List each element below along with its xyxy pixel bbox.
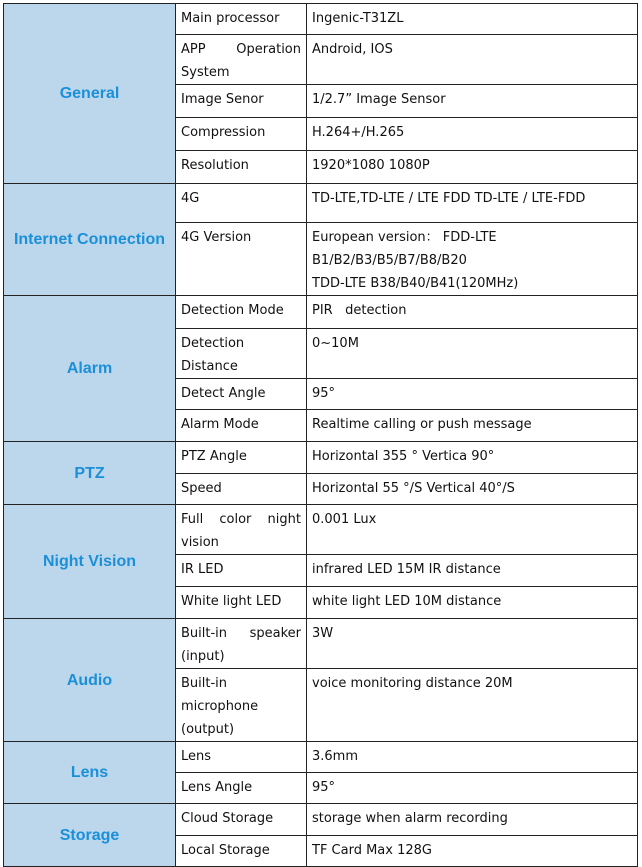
spec-label-line: System (181, 65, 230, 80)
spec-value (307, 4, 638, 35)
table-row (4, 296, 638, 329)
spec-label: Detection Mode (176, 296, 307, 329)
spec-label-line: (input) (181, 649, 225, 664)
spec-value-line: voice monitoring distance 20M (312, 676, 513, 691)
spec-value (307, 223, 638, 296)
spec-label: PTZ Angle (176, 442, 307, 474)
category-alarm: Alarm (4, 296, 176, 442)
category-general: General (4, 4, 176, 184)
spec-label-line: APP Operation (181, 42, 301, 57)
spec-value-line: 3.6mm (312, 749, 359, 764)
spec-label-line: Built-in speaker (181, 626, 301, 641)
spec-label: Speed (176, 474, 307, 505)
spec-value-line: white light LED 10M distance (312, 594, 502, 609)
spec-value-line: TDD-LTE B38/B40/B41(120MHz) (312, 276, 519, 291)
spec-value (307, 804, 638, 836)
spec-value-line: storage when alarm recording (312, 811, 508, 826)
spec-label: Alarm Mode (176, 410, 307, 442)
spec-label: 4G Version (176, 223, 307, 296)
spec-value-line: Realtime calling or push message (312, 417, 532, 432)
spec-table-body (4, 4, 638, 867)
table-row (4, 505, 638, 555)
category-ptz: PTZ (4, 442, 176, 505)
spec-value-line: Horizontal 55 °/S Vertical 40°/S (312, 481, 515, 496)
spec-value-line: 0.001 Lux (312, 512, 377, 527)
spec-label-line: microphone (181, 699, 259, 714)
spec-label: Detect Angle (176, 379, 307, 410)
table-row (4, 742, 638, 773)
spec-label: White light LED (176, 587, 307, 619)
spec-value-line: 95° (312, 780, 336, 795)
spec-value-line: TD-LTE,TD-LTE / LTE FDD TD-LTE / LTE-FDD (312, 191, 586, 206)
spec-value (307, 118, 638, 151)
spec-label: Lens (176, 742, 307, 773)
spec-value-line: Ingenic-T31ZL (312, 11, 404, 26)
spec-label: Lens Angle (176, 773, 307, 804)
spec-value-line: H.264+/H.265 (312, 125, 405, 140)
category-storage: Storage (4, 804, 176, 867)
spec-label: Local Storage (176, 836, 307, 867)
table-row (4, 184, 638, 223)
spec-value-line: Android, IOS (312, 42, 393, 57)
spec-value (307, 442, 638, 474)
category-lens: Lens (4, 742, 176, 804)
spec-value (307, 329, 638, 379)
spec-label: Main processor (176, 4, 307, 35)
table-row (4, 442, 638, 474)
spec-label (176, 619, 307, 669)
spec-value (307, 587, 638, 619)
spec-value-line: Horizontal 355 ° Vertica 90° (312, 449, 495, 464)
spec-value (307, 184, 638, 223)
spec-value (307, 35, 638, 85)
spec-value (307, 474, 638, 505)
spec-value (307, 410, 638, 442)
spec-label-line: Distance (181, 359, 238, 374)
spec-value (307, 742, 638, 773)
spec-value-line: 1920*1080 1080P (312, 158, 430, 173)
table-row (4, 804, 638, 836)
spec-label-line: (output) (181, 722, 235, 737)
spec-label-line: Full color night (181, 512, 301, 527)
spec-value (307, 505, 638, 555)
category-internet-connection: Internet Connection (4, 184, 176, 296)
spec-value-line: 1/2.7” Image Sensor (312, 92, 446, 107)
spec-value (307, 379, 638, 410)
spec-label (176, 329, 307, 379)
spec-value (307, 85, 638, 118)
spec-value (307, 555, 638, 587)
spec-value-line: 95° (312, 386, 336, 401)
spec-label (176, 505, 307, 555)
spec-label: Image Senor (176, 85, 307, 118)
spec-value (307, 619, 638, 669)
spec-value (307, 151, 638, 184)
spec-value (307, 836, 638, 867)
category-audio: Audio (4, 619, 176, 742)
spec-label: 4G (176, 184, 307, 223)
spec-label: Compression (176, 118, 307, 151)
spec-label-line: Detection (181, 336, 245, 351)
spec-value-line: infrared LED 15M IR distance (312, 562, 501, 577)
spec-table (3, 3, 638, 867)
spec-value-line: 0~10M (312, 336, 359, 351)
spec-label: IR LED (176, 555, 307, 587)
spec-label-line: vision (181, 535, 219, 550)
table-row (4, 4, 638, 35)
spec-label-line: Built-in (181, 676, 228, 691)
spec-value-line: PIR detection (312, 303, 407, 318)
spec-value (307, 669, 638, 742)
spec-label (176, 669, 307, 742)
spec-label: Resolution (176, 151, 307, 184)
spec-value-line: European version： FDD-LTE (312, 230, 497, 245)
spec-value (307, 773, 638, 804)
spec-value-line: B1/B2/B3/B5/B7/B8/B20 (312, 253, 467, 268)
table-row (4, 619, 638, 669)
spec-label: Cloud Storage (176, 804, 307, 836)
category-night-vision: Night Vision (4, 505, 176, 619)
spec-value (307, 296, 638, 329)
spec-value-line: 3W (312, 626, 334, 641)
spec-value-line: TF Card Max 128G (312, 843, 432, 858)
spec-label (176, 35, 307, 85)
